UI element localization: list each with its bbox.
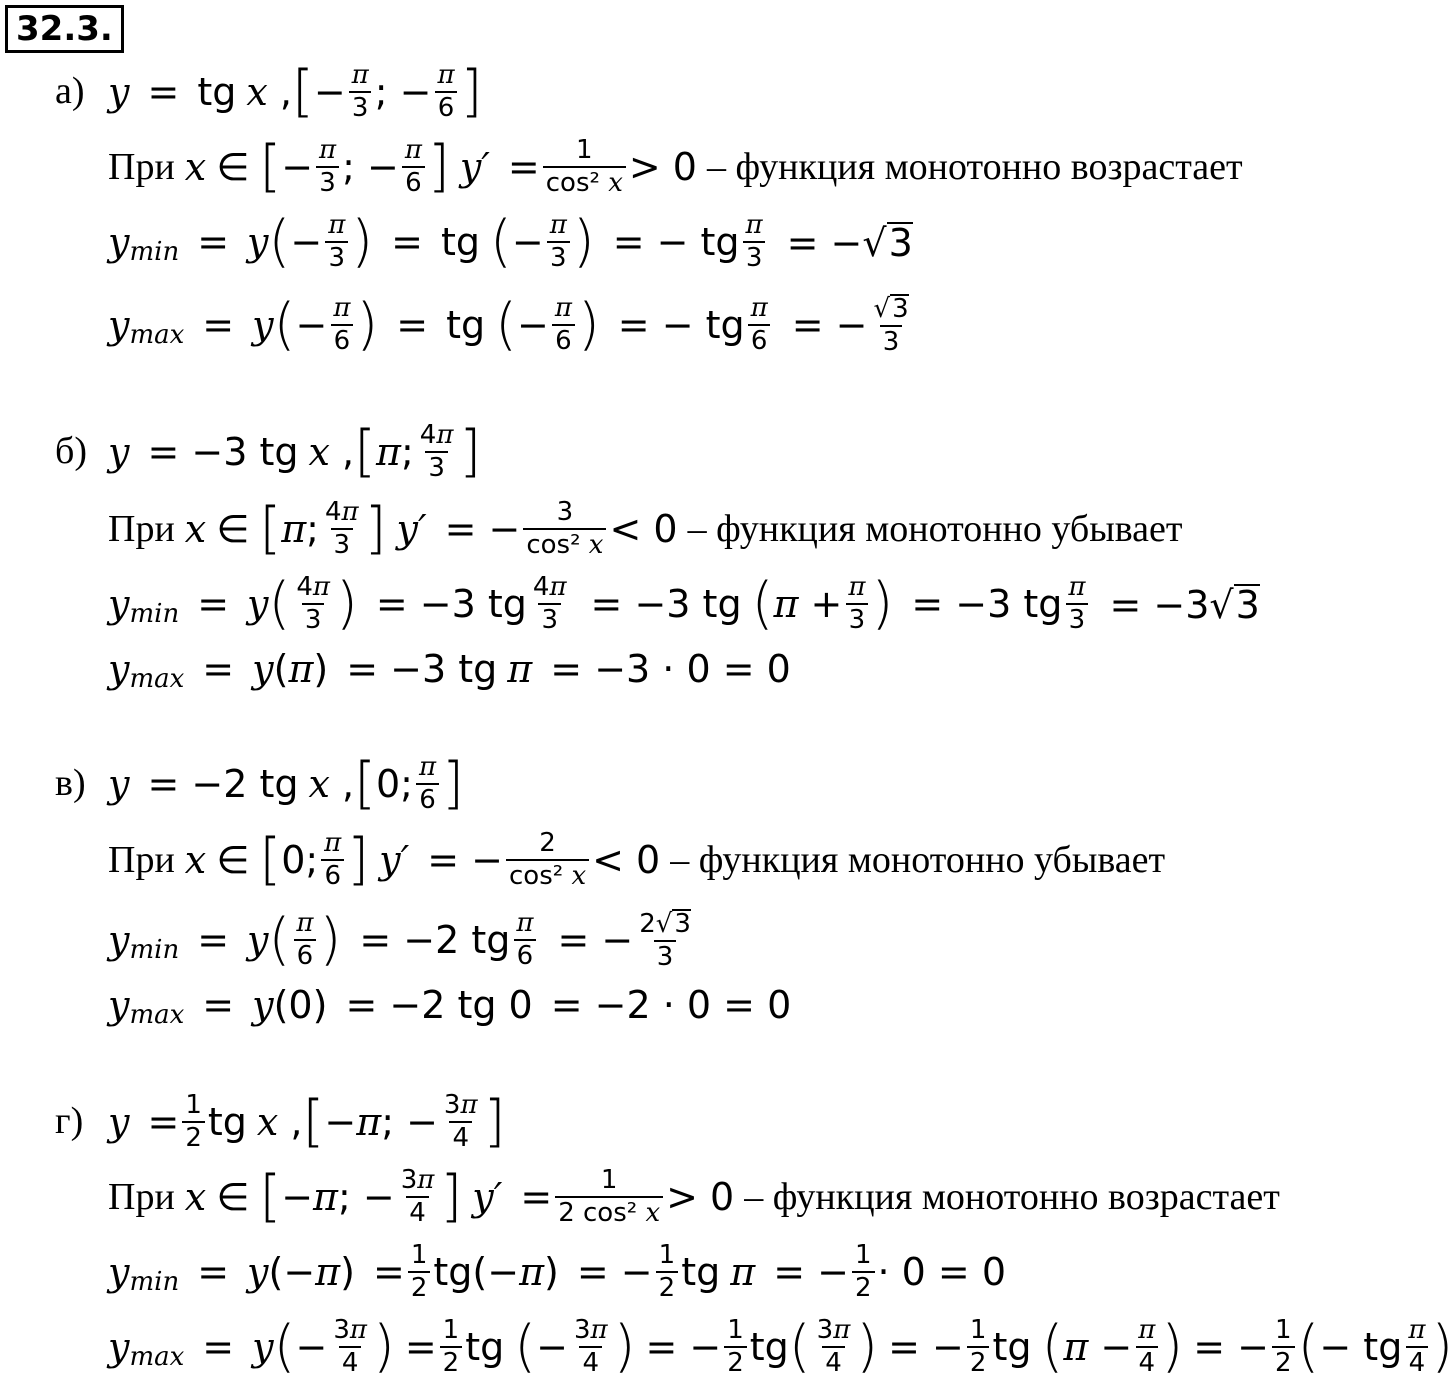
part-b-ymax: y max = y ( π ) = −3 tg π = −3 · 0 = 0 bbox=[108, 647, 791, 694]
part-b-label: б) bbox=[55, 430, 87, 472]
part-c-ymax: y max = y (0) = −2 tg 0 = −2 · 0 = 0 bbox=[108, 983, 792, 1030]
part-c-header: y = −2 tg x , [ 0; $\frac{\pi}{6}$ ] bbox=[108, 751, 464, 816]
part-a-ymin: y min = y ( − $\frac{\pi}{3}$ ) = tg ( − $\frac{\pi}{3}$ ) = − tg $\frac{\pi}{3}$ = −√3 bbox=[108, 209, 913, 274]
part-c-label: в) bbox=[55, 762, 86, 804]
part-d-ymin: y min = y (− π ) = $\frac{1}{2}$ tg(− π ) = − $\frac{1}{2}$ tg π = − $\frac{1}{2}$ · 0 = 0 bbox=[108, 1239, 1007, 1303]
part-a-header: y = tg x , [ − $\frac{\pi}{3}$ ; − $\frac{\pi}{6}$ ] bbox=[108, 59, 483, 124]
part-d-derivative: При x ∈ [ − π ; − $\frac{3\pi}{4}$ ] y′ = $\frac{1}{\text{2 cos² x}}$ > 0 – функция монотонно возрастает bbox=[108, 1164, 1280, 1229]
part-c-ymin: y min = y ( $\frac{\pi}{6}$ ) = −2 tg $\frac{\pi}{6}$ = − $\frac{2√3}{3}$ bbox=[108, 907, 691, 972]
part-c-derivative: При x ∈ [ 0; $\frac{\pi}{6}$ ] y′ = − $\frac{2}{\text{cos² x}}$ < 0 – функция монотонно убывает bbox=[108, 827, 1166, 892]
part-a-derivative: При x ∈ [ − $\frac{\pi}{3}$ ; − $\frac{\pi}{6}$ ] y′ = $\frac{1}{\text{cos² x}}$ > 0 – функция монотонно возрастает bbox=[108, 134, 1243, 199]
part-d-label: г) bbox=[55, 1100, 84, 1142]
part-d-ymax: y max = y ( − $\frac{3\pi}{4}$ ) = $\frac{1}{2}$ tg ( − $\frac{3\pi}{4}$ ) = − $\frac{1}{2}$ tg ( $\frac{3\pi}{4}$ ) = − $\frac{1}{2}$ tg ( π − $\frac{\pi}{4}$ ) = − $\frac{1}{2}$ ( − tg $\frac{\pi}{4}$ ) bbox=[108, 1314, 1453, 1379]
part-b-ymin: y min = y ( $\frac{4\pi}{3}$ ) = −3 tg $\frac{4\pi}{3}$ = −3 tg ( π + $\frac{\pi}{3}$ ) = −3 tg $\frac{\pi}{3}$ = −3√3 bbox=[108, 571, 1260, 636]
problem-number: 32.3. bbox=[5, 5, 124, 53]
part-a-ymax: y max = y ( − $\frac{\pi}{6}$ ) = tg ( − $\frac{\pi}{6}$ ) = − tg $\frac{\pi}{6}$ = − $\frac{√3}{3}$ bbox=[108, 292, 909, 357]
part-a-label: а) bbox=[55, 70, 85, 112]
part-d-header: y = $\frac{1}{2}$ tg x , [ − π ; − $\frac{3\pi}{4}$ ] bbox=[108, 1089, 506, 1154]
part-b-header: y = −3 tg x , [ π ; $\frac{4\pi}{3}$ ] bbox=[108, 419, 482, 484]
part-b-derivative: При x ∈ [ π ; $\frac{4\pi}{3}$ ] y′ = − $\frac{3}{\text{cos² x}}$ < 0 – функция монотонно убывает bbox=[108, 496, 1183, 561]
